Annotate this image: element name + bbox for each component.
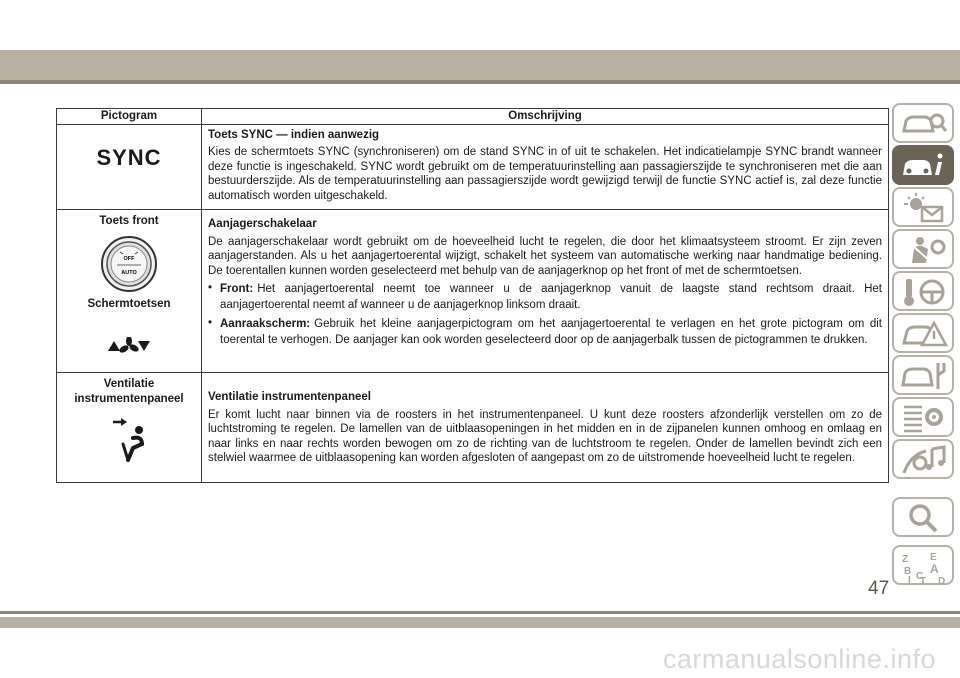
alpha-letter: C	[916, 571, 924, 582]
description-cell	[202, 210, 889, 373]
column-header-pictogram: Pictogram	[57, 109, 202, 125]
pictogram-label: Toets front	[99, 215, 159, 227]
specifications-gear-icon	[900, 403, 948, 433]
column-header-description: Omschrijving	[202, 109, 889, 125]
alpha-letter: T	[920, 576, 927, 585]
car-wrench-icon	[900, 361, 948, 391]
list-item	[208, 281, 882, 313]
row-body: Er komt lucht naar binnen via de roosters in het instrumentenpaneel. U kunt deze roosters afzonderlijk verstellen om zo de luchtstroming te regelen. De lamellen van de uitblaasopeningen in het midden en in de zijpanelen kunnen omhoog en omlaag en naar links en naar rechts worden bewogen om zo de richting van de luchtstroom te regelen. Onder de lamellen bevindt zich een stelwiel waarmee de uitblaasopening kan worden afgesloten of aangepast om zo de uitstromende hoeveelheid lucht te regelen.	[208, 408, 882, 464]
car-info-icon	[900, 151, 948, 181]
seatbelt-airbag-icon	[900, 235, 948, 265]
header-band-line	[0, 80, 960, 84]
bullet-icon: •	[208, 282, 213, 294]
chapter-tab-alphabetical-index[interactable]	[892, 545, 954, 585]
bullet-label: Front:	[220, 283, 254, 295]
row-body: Kies de schermtoets SYNC (synchroniseren) om de stand SYNC in of uit te schakelen. Het indicatielampje SYNC brandt wanneer deze functie is ingeschakeld. SYNC wordt gebruikt om de temperatuurinstelling aan passagierszijde te synchroniseren met die aan bestuurderszijde. Als de temperatuurinstelling aan passagierszijde wordt gewijzigd terwijl de functie SYNC actief is, zal deze functie automatisch worden uitgeschakeld.	[208, 146, 882, 202]
table-row	[57, 373, 889, 483]
top-margin	[0, 0, 960, 50]
panel-vent-airflow-icon	[109, 416, 149, 464]
chapter-tab-breakdown[interactable]	[892, 313, 954, 353]
warning-lights-message-icon	[900, 193, 948, 223]
bullet-icon: •	[208, 317, 213, 329]
pictogram-label: Ventilatie instrumentenpaneel	[74, 378, 184, 405]
pictogram-cell	[57, 373, 202, 483]
index-search-icon	[900, 503, 948, 533]
row-body: De aanjagerschakelaar wordt gebruikt om de hoeveelheid lucht te regelen, die door het klimaatsysteem stroomt. Er zijn zeven aanjagerstanden. Als u het aanjagertoerental wijzigt, schakelt het systeem van automatische werking naar handmatige bediening. De toerentallen kunnen worden geselecteerd met behulp van de aanjagerknop op het front of met de schermtoetsen.	[208, 235, 882, 277]
watermark: carmanualsonline.info	[662, 644, 936, 674]
bullet-label: Aanraakscherm:	[220, 318, 311, 330]
table-row	[57, 124, 889, 210]
row-title: Aanjagerschakelaar	[208, 218, 317, 230]
footer-band-line	[0, 611, 960, 614]
row-title: Toets SYNC — indien aanwezig	[208, 128, 380, 141]
description-cell	[202, 124, 889, 210]
fan-knob-icon	[100, 235, 158, 293]
row-title: Ventilatie instrumentenpaneel	[208, 391, 371, 403]
footer-band	[0, 617, 960, 628]
chapter-tab-index-search[interactable]	[892, 497, 954, 537]
header-band	[0, 50, 960, 80]
chapter-tab-car-magnifier[interactable]	[892, 103, 954, 143]
chapter-tab-car-info[interactable]	[892, 145, 954, 185]
chapter-tab-seatbelt-airbag[interactable]	[892, 229, 954, 269]
table-header-row	[57, 109, 889, 125]
bullet-text: Gebruik het kleine aanjagerpictogram om het aanjagertoerental te verlagen en het grote pictogram om dit toerental te verhogen. De aanjager kan ook worden geselecteerd door op de aanjagerbalk tussen de pictogrammen te drukken.	[220, 318, 882, 346]
knob-auto-label: AUTO	[121, 269, 137, 276]
multimedia-map-icon	[900, 445, 948, 475]
alpha-letter: D	[938, 576, 946, 585]
chapter-tab-specifications[interactable]	[892, 397, 954, 437]
sync-icon: SYNC	[96, 144, 162, 170]
chapter-tab-key-steering[interactable]	[892, 271, 954, 311]
key-steering-wheel-icon	[900, 277, 948, 307]
alpha-letter: B	[904, 566, 912, 577]
pictogram-table	[56, 108, 889, 483]
description-cell	[202, 373, 889, 483]
pictogram-cell	[57, 124, 202, 210]
table-row	[57, 210, 889, 373]
breakdown-warning-icon	[900, 319, 948, 349]
alphabetical-index-icon	[900, 551, 948, 585]
chapter-tab-multimedia[interactable]	[892, 439, 954, 479]
chapter-tab-car-wrench[interactable]	[892, 355, 954, 395]
chapter-tab-warning-lights[interactable]	[892, 187, 954, 227]
alpha-letter: I	[908, 575, 911, 585]
alpha-letter: Z	[902, 554, 909, 565]
fan-speed-touch-icon	[107, 337, 151, 355]
pictogram-cell	[57, 210, 202, 373]
alpha-letter: E	[930, 552, 937, 563]
bullet-text: Het aanjagertoerental neemt toe wanneer u de aanjagerknop vanuit de laagste stand rechtsom draait. Het aanjagertoerental neemt af wanneer u de aanjagerknop linksom draait.	[220, 283, 882, 311]
pictogram-label: Schermtoetsen	[87, 297, 171, 310]
list-item	[208, 316, 882, 348]
alpha-letter: A	[930, 562, 939, 576]
knob-off-label: OFF	[123, 255, 135, 262]
car-magnifier-icon	[900, 109, 948, 139]
page-number: 47	[868, 578, 890, 599]
